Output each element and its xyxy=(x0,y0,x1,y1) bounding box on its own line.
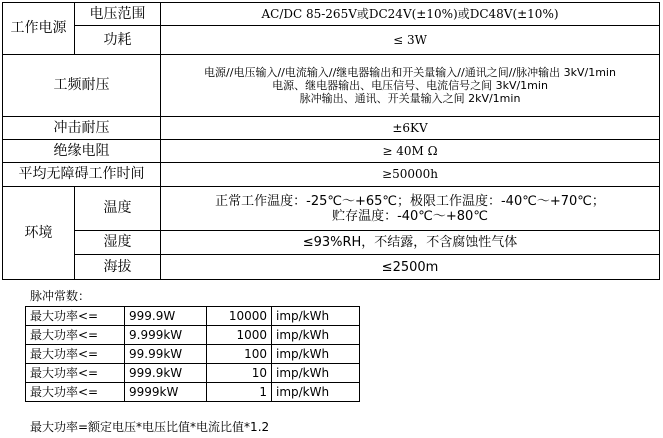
max-power-label: 最大功率<= xyxy=(26,364,125,383)
insulation-resistance-value: ≥ 40M Ω xyxy=(161,140,660,163)
max-power-value: 99.99kW xyxy=(125,345,207,364)
mtbf-label: 平均无障碍工作时间 xyxy=(3,163,161,187)
withstand-line: 电源、继电器输出、电压信号、电流信号之间 3kV/1min xyxy=(272,79,548,92)
max-power-value: 9.999kW xyxy=(125,326,207,345)
temperature-line: 贮存温度：-40℃～+80℃ xyxy=(332,208,488,224)
power-freq-withstand-value xyxy=(161,55,660,117)
temperature-label: 温度 xyxy=(75,187,161,231)
pulse-unit: imp/kWh xyxy=(272,307,360,326)
pulse-constant-value: 10 xyxy=(207,364,272,383)
spec-table xyxy=(2,2,660,280)
max-power-value: 999.9kW xyxy=(125,364,207,383)
power-freq-withstand-label: 工频耐压 xyxy=(3,55,161,117)
pulse-unit: imp/kWh xyxy=(272,383,360,402)
table-row xyxy=(26,383,360,402)
table-row xyxy=(26,326,360,345)
voltage-range-value: AC/DC 85-265V或DC24V(±10%)或DC48V(±10%) xyxy=(161,3,660,26)
max-power-label: 最大功率<= xyxy=(26,345,125,364)
pulse-unit: imp/kWh xyxy=(272,326,360,345)
impulse-withstand-label: 冲击耐压 xyxy=(3,117,161,140)
mtbf-value: ≥50000h xyxy=(161,163,660,187)
pulse-constant-title: 脉冲常数： xyxy=(30,289,91,303)
pulse-constant-value: 100 xyxy=(207,345,272,364)
pulse-unit: imp/kWh xyxy=(272,345,360,364)
withstand-line: 电源//电压输入//电流输入//继电器输出和开关量输入//通讯之间//脉冲输出 3kV/1min xyxy=(204,66,616,79)
max-power-value: 999.9W xyxy=(125,307,207,326)
temperature-value xyxy=(161,187,660,231)
altitude-value: ≤2500m xyxy=(161,255,660,280)
withstand-line: 脉冲输出、通讯、开关量输入之间 2kV/1min xyxy=(299,92,521,105)
insulation-resistance-label: 绝缘电阻 xyxy=(3,140,161,163)
table-row xyxy=(26,307,360,326)
power-consumption-value: ≤ 3W xyxy=(161,26,660,55)
pulse-constant-value: 10000 xyxy=(207,307,272,326)
max-power-value: 9999kW xyxy=(125,383,207,402)
temperature-line: 正常工作温度：-25℃～+65℃；极限工作温度：-40℃～+70℃； xyxy=(215,193,605,209)
pulse-constant-table xyxy=(25,306,360,402)
humidity-value: ≤93%RH，不结露，不含腐蚀性气体 xyxy=(161,231,660,255)
humidity-label: 湿度 xyxy=(75,231,161,255)
voltage-range-label: 电压范围 xyxy=(75,3,161,26)
max-power-label: 最大功率<= xyxy=(26,326,125,345)
max-power-formula: 最大功率=额定电压*电压比值*电流比值*1.2 xyxy=(30,420,270,434)
power-supply-label: 工作电源 xyxy=(3,3,75,55)
impulse-withstand-value: ±6KV xyxy=(161,117,660,140)
max-power-label: 最大功率<= xyxy=(26,383,125,402)
power-consumption-label: 功耗 xyxy=(75,26,161,55)
pulse-unit: imp/kWh xyxy=(272,364,360,383)
table-row xyxy=(26,364,360,383)
max-power-label: 最大功率<= xyxy=(26,307,125,326)
table-row xyxy=(26,345,360,364)
pulse-constant-value: 1 xyxy=(207,383,272,402)
environment-label: 环境 xyxy=(3,187,75,280)
pulse-constant-value: 1000 xyxy=(207,326,272,345)
altitude-label: 海拔 xyxy=(75,255,161,280)
